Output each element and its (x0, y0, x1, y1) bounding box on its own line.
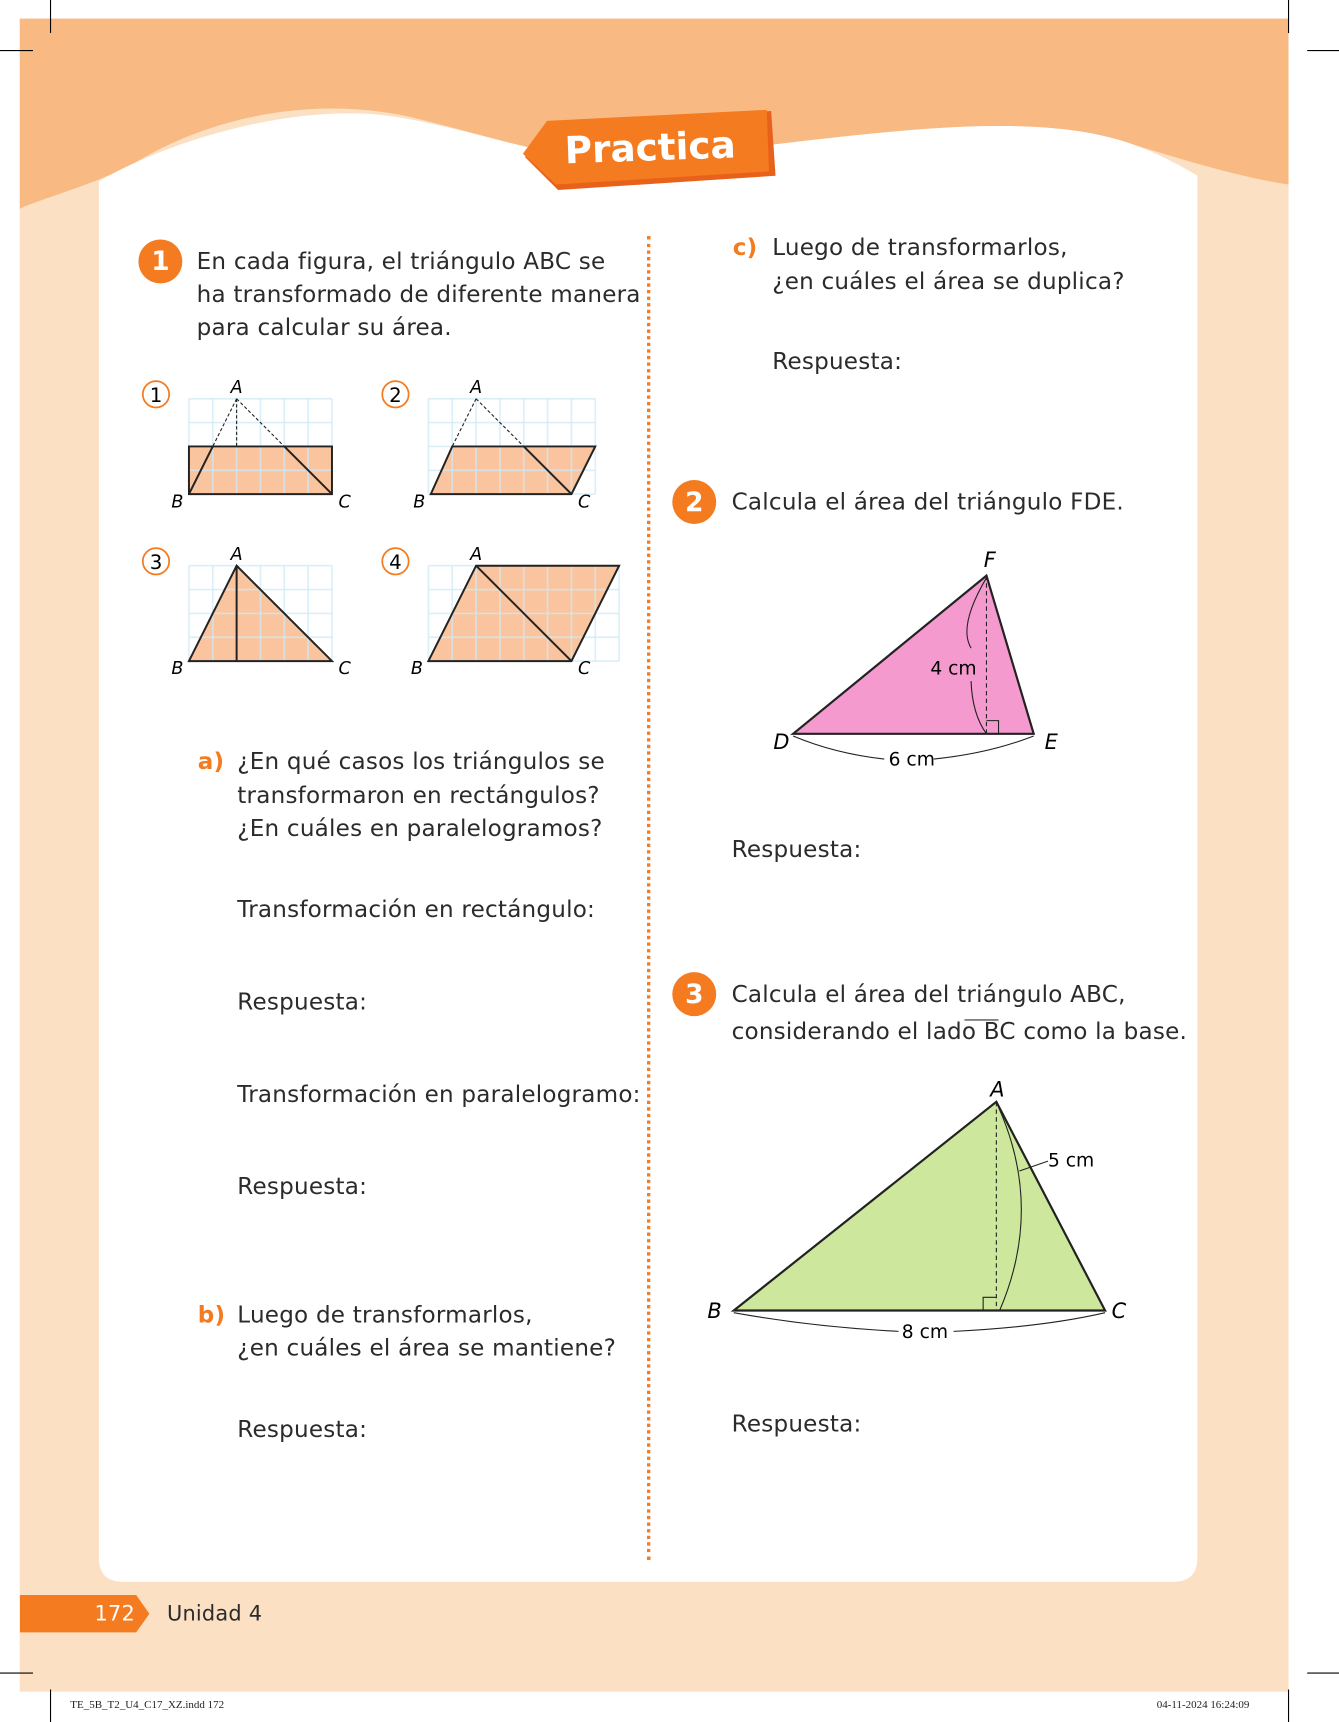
vertex-b: B (171, 659, 184, 680)
section-title: Practica (563, 122, 737, 173)
question-number-2: 2 (672, 480, 716, 524)
vertex-d: D (773, 730, 790, 755)
base-label: 6 cm (888, 749, 935, 771)
vertex-a: A (230, 378, 243, 399)
base-label: 8 cm (901, 1321, 949, 1343)
answer-label: Respuesta: (731, 835, 862, 863)
figure-number: 1 (149, 384, 163, 408)
height-label: 4 cm (930, 658, 977, 680)
triangle-shape (793, 576, 1034, 734)
page-number: 172 (94, 1601, 135, 1626)
q1b-line-1: Luego de transformarlos, (237, 1301, 533, 1329)
para-transform-label: Transformación en paralelogramo: (237, 1080, 641, 1108)
question-number-1: 1 (138, 239, 182, 283)
vertex-a: A (990, 1077, 1005, 1102)
vertex-c: C (338, 659, 351, 680)
figure-number: 2 (389, 384, 402, 408)
vertex-a: A (230, 545, 243, 566)
q1-line-2: ha transformado de diferente manera (196, 281, 641, 308)
q2-text: Calcula el área del triángulo FDE. (731, 488, 1124, 516)
vertex-b: B (707, 1299, 722, 1324)
slug-file: TE_5B_T2_U4_C17_XZ.indd 172 (70, 1699, 225, 1712)
q1c-line-2: ¿en cuáles el área se duplica? (772, 268, 1125, 295)
slug-date: 04-11-2024 16:24:09 (1156, 1699, 1250, 1712)
answer-label: Respuesta: (772, 348, 903, 375)
q1a-label: a) (197, 748, 225, 775)
q1-figures (132, 368, 637, 698)
vertex-c: C (1111, 1299, 1127, 1324)
rect-transform-label: Transformación en rectángulo: (237, 896, 596, 923)
figure-number: 4 (389, 551, 402, 575)
practica-badge (516, 108, 785, 196)
vertex-f: F (983, 547, 996, 572)
q1-line-1: En cada figura, el triángulo ABC se (196, 248, 606, 275)
vertex-a: A (470, 378, 483, 399)
triangle-fde (758, 538, 1088, 780)
vertex-b: B (171, 492, 184, 513)
vertex-b: B (413, 492, 426, 513)
q3-line-2: considerando el lado BC como la base. (731, 1018, 1188, 1045)
vertex-b: B (410, 659, 423, 680)
vertex-c: C (578, 492, 591, 513)
answer-label: Respuesta: (237, 1415, 368, 1443)
figure-number: 3 (149, 551, 163, 575)
vertex-c: C (578, 659, 591, 680)
question-number-3: 3 (672, 972, 716, 1016)
q1a-line-3: ¿En cuáles en paralelogramos? (237, 815, 603, 842)
q1c-label: c) (732, 233, 758, 261)
column-divider (647, 236, 650, 1560)
q1-line-3: para calcular su área. (196, 314, 452, 341)
triangle-shape (734, 1102, 1105, 1311)
answer-label: Respuesta: (731, 1410, 862, 1437)
segment-overline (964, 1019, 998, 1020)
answer-label: Respuesta: (237, 988, 368, 1016)
q1a-line-2: transformaron en rectángulos? (237, 782, 600, 809)
answer-label: Respuesta: (237, 1173, 368, 1200)
side-label: 5 cm (1047, 1150, 1095, 1172)
q1b-line-2: ¿en cuáles el área se mantiene? (237, 1334, 617, 1362)
q1c-line-1: Luego de transformarlos, (772, 233, 1068, 261)
vertex-e: E (1044, 730, 1058, 755)
unit-label: Unidad 4 (166, 1601, 263, 1626)
vertex-a: A (470, 545, 483, 566)
q1b-label: b) (197, 1301, 226, 1329)
q1a-line-1: ¿En qué casos los triángulos se (237, 748, 605, 775)
q3-line-1: Calcula el área del triángulo ABC, (731, 980, 1126, 1008)
triangle-abc (692, 1066, 1153, 1352)
vertex-c: C (338, 492, 351, 513)
